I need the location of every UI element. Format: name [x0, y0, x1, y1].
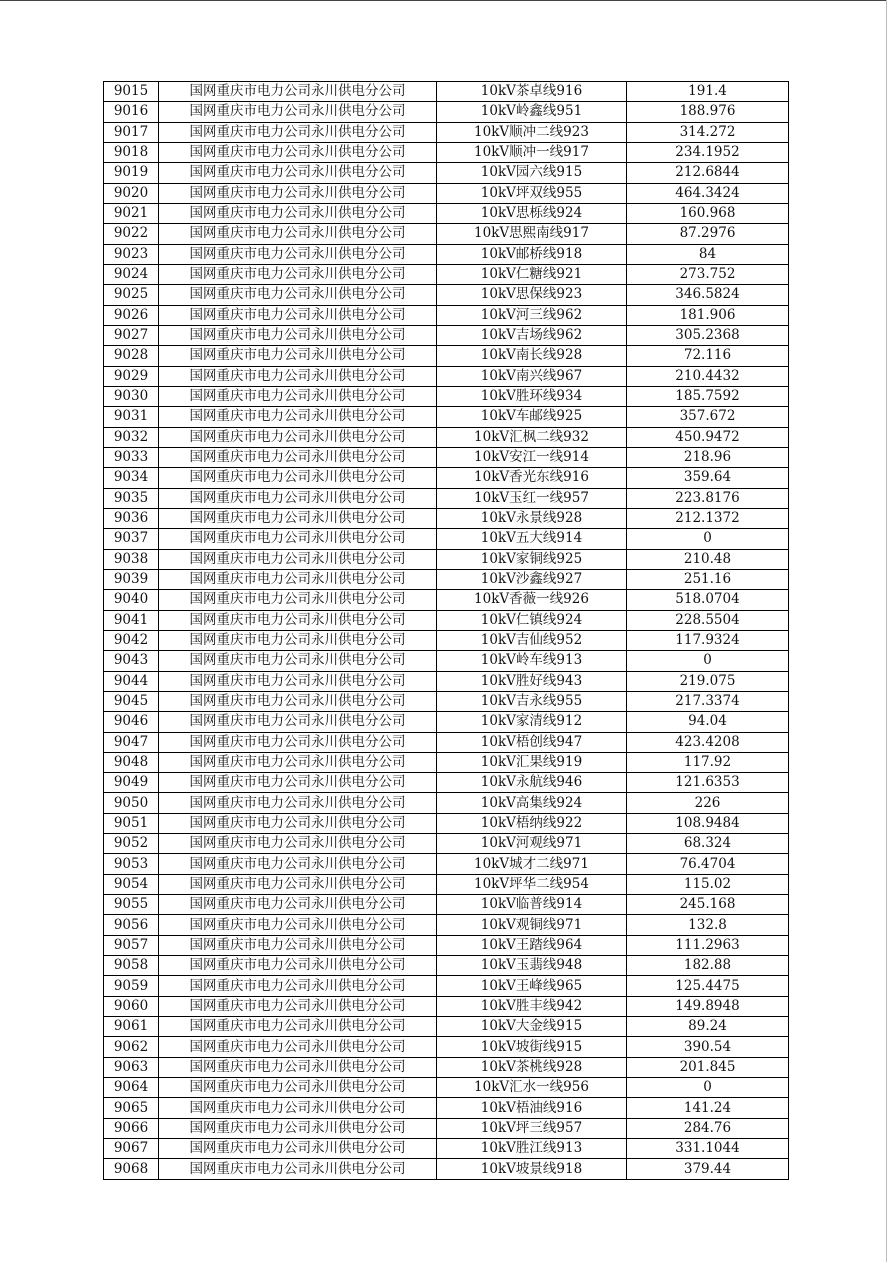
value-cell: 245.168 — [627, 895, 789, 915]
value-cell: 210.48 — [627, 549, 789, 569]
line-name-cell: 10kV胜江线913 — [437, 1139, 627, 1159]
company-cell: 国网重庆市电力公司永川供电分公司 — [159, 590, 437, 610]
line-name-cell: 10kV高集线924 — [437, 793, 627, 813]
table-row — [104, 590, 789, 610]
row-id-cell: 9031 — [104, 407, 159, 427]
table-row — [104, 691, 789, 711]
value-cell: 423.4208 — [627, 732, 789, 752]
row-id-cell: 9028 — [104, 346, 159, 366]
line-name-cell: 10kV城才二线971 — [437, 854, 627, 874]
company-cell: 国网重庆市电力公司永川供电分公司 — [159, 102, 437, 122]
value-cell: 0 — [627, 651, 789, 671]
row-id-cell: 9039 — [104, 569, 159, 589]
value-cell: 359.64 — [627, 468, 789, 488]
page-edge-right — [886, 0, 887, 1262]
table-row — [104, 447, 789, 467]
row-id-cell: 9050 — [104, 793, 159, 813]
value-cell: 450.9472 — [627, 427, 789, 447]
value-cell: 226 — [627, 793, 789, 813]
row-id-cell: 9021 — [104, 203, 159, 223]
company-cell: 国网重庆市电力公司永川供电分公司 — [159, 1037, 437, 1057]
row-id-cell: 9033 — [104, 447, 159, 467]
value-cell: 117.92 — [627, 752, 789, 772]
line-name-cell: 10kV河观线971 — [437, 834, 627, 854]
row-id-cell: 9036 — [104, 508, 159, 528]
value-cell: 219.075 — [627, 671, 789, 691]
company-cell: 国网重庆市电力公司永川供电分公司 — [159, 407, 437, 427]
company-cell: 国网重庆市电力公司永川供电分公司 — [159, 691, 437, 711]
table-row — [104, 976, 789, 996]
company-cell: 国网重庆市电力公司永川供电分公司 — [159, 874, 437, 894]
company-cell: 国网重庆市电力公司永川供电分公司 — [159, 366, 437, 386]
line-name-cell: 10kV茶桃线928 — [437, 1057, 627, 1077]
value-cell: 273.752 — [627, 264, 789, 284]
row-id-cell: 9022 — [104, 224, 159, 244]
table-row — [104, 793, 789, 813]
company-cell: 国网重庆市电力公司永川供电分公司 — [159, 203, 437, 223]
company-cell: 国网重庆市电力公司永川供电分公司 — [159, 671, 437, 691]
value-cell: 223.8176 — [627, 488, 789, 508]
row-id-cell: 9063 — [104, 1057, 159, 1077]
line-name-cell: 10kV吉仙线952 — [437, 630, 627, 650]
table-row — [104, 305, 789, 325]
company-cell: 国网重庆市电力公司永川供电分公司 — [159, 1078, 437, 1098]
table-row — [104, 895, 789, 915]
row-id-cell: 9029 — [104, 366, 159, 386]
table-row — [104, 82, 789, 102]
table-row — [104, 1078, 789, 1098]
table-row — [104, 752, 789, 772]
company-cell: 国网重庆市电力公司永川供电分公司 — [159, 773, 437, 793]
line-name-cell: 10kV坡景线918 — [437, 1159, 627, 1179]
company-cell: 国网重庆市电力公司永川供电分公司 — [159, 82, 437, 102]
row-id-cell: 9026 — [104, 305, 159, 325]
line-name-cell: 10kV梧纳线922 — [437, 813, 627, 833]
line-name-cell: 10kV汇枫二线932 — [437, 427, 627, 447]
company-cell: 国网重庆市电力公司永川供电分公司 — [159, 163, 437, 183]
row-id-cell: 9062 — [104, 1037, 159, 1057]
value-cell: 84 — [627, 244, 789, 264]
value-cell: 331.1044 — [627, 1139, 789, 1159]
value-cell: 284.76 — [627, 1118, 789, 1138]
value-cell: 234.1952 — [627, 142, 789, 162]
table-row — [104, 203, 789, 223]
table-row — [104, 366, 789, 386]
line-name-cell: 10kV梧创线947 — [437, 732, 627, 752]
company-cell: 国网重庆市电力公司永川供电分公司 — [159, 1057, 437, 1077]
table-row — [104, 956, 789, 976]
value-cell: 89.24 — [627, 1017, 789, 1037]
company-cell: 国网重庆市电力公司永川供电分公司 — [159, 508, 437, 528]
row-id-cell: 9019 — [104, 163, 159, 183]
table-row — [104, 1118, 789, 1138]
table-row — [104, 346, 789, 366]
value-cell: 228.5504 — [627, 610, 789, 630]
company-cell: 国网重庆市电力公司永川供电分公司 — [159, 915, 437, 935]
table-row — [104, 224, 789, 244]
table-row — [104, 854, 789, 874]
value-cell: 160.968 — [627, 203, 789, 223]
company-cell: 国网重庆市电力公司永川供电分公司 — [159, 813, 437, 833]
table-row — [104, 874, 789, 894]
value-cell: 149.8948 — [627, 996, 789, 1016]
table-row — [104, 1098, 789, 1118]
table-row — [104, 712, 789, 732]
row-id-cell: 9027 — [104, 325, 159, 345]
company-cell: 国网重庆市电力公司永川供电分公司 — [159, 651, 437, 671]
line-name-cell: 10kV胜环线934 — [437, 386, 627, 406]
value-cell: 201.845 — [627, 1057, 789, 1077]
value-cell: 357.672 — [627, 407, 789, 427]
row-id-cell: 9051 — [104, 813, 159, 833]
line-name-cell: 10kV茶卓线916 — [437, 82, 627, 102]
company-cell: 国网重庆市电力公司永川供电分公司 — [159, 996, 437, 1016]
row-id-cell: 9041 — [104, 610, 159, 630]
table-row — [104, 102, 789, 122]
company-cell: 国网重庆市电力公司永川供电分公司 — [159, 183, 437, 203]
line-name-cell: 10kV岭车线913 — [437, 651, 627, 671]
line-name-cell: 10kV玉翡线948 — [437, 956, 627, 976]
company-cell: 国网重庆市电力公司永川供电分公司 — [159, 1118, 437, 1138]
line-name-cell: 10kV胜丰线942 — [437, 996, 627, 1016]
line-name-cell: 10kV思保线923 — [437, 285, 627, 305]
company-cell: 国网重庆市电力公司永川供电分公司 — [159, 244, 437, 264]
table-row — [104, 488, 789, 508]
line-name-cell: 10kV胜好线943 — [437, 671, 627, 691]
line-name-cell: 10kV园六线915 — [437, 163, 627, 183]
row-id-cell: 9030 — [104, 386, 159, 406]
line-name-cell: 10kV梧油线916 — [437, 1098, 627, 1118]
table-row — [104, 630, 789, 650]
row-id-cell: 9042 — [104, 630, 159, 650]
table-row — [104, 549, 789, 569]
company-cell: 国网重庆市电力公司永川供电分公司 — [159, 976, 437, 996]
value-cell: 518.0704 — [627, 590, 789, 610]
row-id-cell: 9018 — [104, 142, 159, 162]
line-name-cell: 10kV仁糖线921 — [437, 264, 627, 284]
value-cell: 117.9324 — [627, 630, 789, 650]
company-cell: 国网重庆市电力公司永川供电分公司 — [159, 427, 437, 447]
value-cell: 141.24 — [627, 1098, 789, 1118]
value-cell: 132.8 — [627, 915, 789, 935]
row-id-cell: 9017 — [104, 122, 159, 142]
value-cell: 0 — [627, 529, 789, 549]
value-cell: 111.2963 — [627, 935, 789, 955]
company-cell: 国网重庆市电力公司永川供电分公司 — [159, 854, 437, 874]
value-cell: 212.6844 — [627, 163, 789, 183]
table-row — [104, 610, 789, 630]
value-cell: 251.16 — [627, 569, 789, 589]
row-id-cell: 9040 — [104, 590, 159, 610]
value-cell: 182.88 — [627, 956, 789, 976]
table-body — [104, 82, 789, 1180]
row-id-cell: 9043 — [104, 651, 159, 671]
value-cell: 464.3424 — [627, 183, 789, 203]
row-id-cell: 9035 — [104, 488, 159, 508]
line-name-cell: 10kV香薇一线926 — [437, 590, 627, 610]
line-name-cell: 10kV王踏线964 — [437, 935, 627, 955]
table-row — [104, 386, 789, 406]
line-name-cell: 10kV汇果线919 — [437, 752, 627, 772]
company-cell: 国网重庆市电力公司永川供电分公司 — [159, 569, 437, 589]
value-cell: 87.2976 — [627, 224, 789, 244]
table-row — [104, 773, 789, 793]
company-cell: 国网重庆市电力公司永川供电分公司 — [159, 224, 437, 244]
row-id-cell: 9020 — [104, 183, 159, 203]
value-cell: 0 — [627, 1078, 789, 1098]
company-cell: 国网重庆市电力公司永川供电分公司 — [159, 142, 437, 162]
row-id-cell: 9016 — [104, 102, 159, 122]
row-id-cell: 9045 — [104, 691, 159, 711]
company-cell: 国网重庆市电力公司永川供电分公司 — [159, 325, 437, 345]
company-cell: 国网重庆市电力公司永川供电分公司 — [159, 895, 437, 915]
value-cell: 121.6353 — [627, 773, 789, 793]
company-cell: 国网重庆市电力公司永川供电分公司 — [159, 610, 437, 630]
value-cell: 185.7592 — [627, 386, 789, 406]
line-name-cell: 10kV车邮线925 — [437, 407, 627, 427]
table-row — [104, 569, 789, 589]
line-name-cell: 10kV永景线928 — [437, 508, 627, 528]
value-cell: 218.96 — [627, 447, 789, 467]
page-edge-top — [0, 0, 886, 1]
row-id-cell: 9059 — [104, 976, 159, 996]
line-name-cell: 10kV吉场线962 — [437, 325, 627, 345]
row-id-cell: 9046 — [104, 712, 159, 732]
line-name-cell: 10kV吉永线955 — [437, 691, 627, 711]
company-cell: 国网重庆市电力公司永川供电分公司 — [159, 732, 437, 752]
company-cell: 国网重庆市电力公司永川供电分公司 — [159, 447, 437, 467]
line-name-cell: 10kV沙鑫线927 — [437, 569, 627, 589]
line-name-cell: 10kV永航线946 — [437, 773, 627, 793]
line-name-cell: 10kV坪双线955 — [437, 183, 627, 203]
line-name-cell: 10kV岭鑫线951 — [437, 102, 627, 122]
company-cell: 国网重庆市电力公司永川供电分公司 — [159, 752, 437, 772]
row-id-cell: 9024 — [104, 264, 159, 284]
row-id-cell: 9023 — [104, 244, 159, 264]
feeder-line-table — [103, 81, 789, 1180]
value-cell: 210.4432 — [627, 366, 789, 386]
table-row — [104, 122, 789, 142]
table-row — [104, 285, 789, 305]
value-cell: 346.5824 — [627, 285, 789, 305]
value-cell: 68.324 — [627, 834, 789, 854]
company-cell: 国网重庆市电力公司永川供电分公司 — [159, 264, 437, 284]
table-row — [104, 1037, 789, 1057]
company-cell: 国网重庆市电力公司永川供电分公司 — [159, 630, 437, 650]
company-cell: 国网重庆市电力公司永川供电分公司 — [159, 793, 437, 813]
company-cell: 国网重庆市电力公司永川供电分公司 — [159, 346, 437, 366]
value-cell: 94.04 — [627, 712, 789, 732]
company-cell: 国网重庆市电力公司永川供电分公司 — [159, 1098, 437, 1118]
row-id-cell: 9057 — [104, 935, 159, 955]
line-name-cell: 10kV顺冲二线923 — [437, 122, 627, 142]
line-name-cell: 10kV坪三线957 — [437, 1118, 627, 1138]
value-cell: 115.02 — [627, 874, 789, 894]
row-id-cell: 9060 — [104, 996, 159, 1016]
row-id-cell: 9049 — [104, 773, 159, 793]
line-name-cell: 10kV南长线928 — [437, 346, 627, 366]
table-row — [104, 813, 789, 833]
line-name-cell: 10kV邮桥线918 — [437, 244, 627, 264]
line-name-cell: 10kV玉红一线957 — [437, 488, 627, 508]
line-name-cell: 10kV家铜线925 — [437, 549, 627, 569]
value-cell: 314.272 — [627, 122, 789, 142]
line-name-cell: 10kV汇水一线956 — [437, 1078, 627, 1098]
row-id-cell: 9055 — [104, 895, 159, 915]
value-cell: 188.976 — [627, 102, 789, 122]
value-cell: 108.9484 — [627, 813, 789, 833]
line-name-cell: 10kV南兴线967 — [437, 366, 627, 386]
table-row — [104, 407, 789, 427]
line-name-cell: 10kV思栎线924 — [437, 203, 627, 223]
table-row — [104, 508, 789, 528]
company-cell: 国网重庆市电力公司永川供电分公司 — [159, 305, 437, 325]
company-cell: 国网重庆市电力公司永川供电分公司 — [159, 1159, 437, 1179]
row-id-cell: 9038 — [104, 549, 159, 569]
line-name-cell: 10kV河三线962 — [437, 305, 627, 325]
row-id-cell: 9054 — [104, 874, 159, 894]
value-cell: 305.2368 — [627, 325, 789, 345]
row-id-cell: 9061 — [104, 1017, 159, 1037]
table-row — [104, 671, 789, 691]
row-id-cell: 9056 — [104, 915, 159, 935]
row-id-cell: 9053 — [104, 854, 159, 874]
company-cell: 国网重庆市电力公司永川供电分公司 — [159, 549, 437, 569]
line-name-cell: 10kV观铜线971 — [437, 915, 627, 935]
table-row — [104, 1057, 789, 1077]
row-id-cell: 9064 — [104, 1078, 159, 1098]
table-row — [104, 1139, 789, 1159]
row-id-cell: 9047 — [104, 732, 159, 752]
table-row — [104, 468, 789, 488]
line-name-cell: 10kV王峰线965 — [437, 976, 627, 996]
table-row — [104, 732, 789, 752]
value-cell: 379.44 — [627, 1159, 789, 1179]
table-row — [104, 834, 789, 854]
line-name-cell: 10kV大金线915 — [437, 1017, 627, 1037]
table-row — [104, 183, 789, 203]
line-name-cell: 10kV思熙南线917 — [437, 224, 627, 244]
table-row — [104, 142, 789, 162]
row-id-cell: 9034 — [104, 468, 159, 488]
row-id-cell: 9037 — [104, 529, 159, 549]
table-row — [104, 651, 789, 671]
table-row — [104, 427, 789, 447]
company-cell: 国网重庆市电力公司永川供电分公司 — [159, 712, 437, 732]
value-cell: 72.116 — [627, 346, 789, 366]
table-row — [104, 915, 789, 935]
company-cell: 国网重庆市电力公司永川供电分公司 — [159, 834, 437, 854]
line-name-cell: 10kV香光东线916 — [437, 468, 627, 488]
company-cell: 国网重庆市电力公司永川供电分公司 — [159, 468, 437, 488]
company-cell: 国网重庆市电力公司永川供电分公司 — [159, 122, 437, 142]
line-name-cell: 10kV坪华二线954 — [437, 874, 627, 894]
company-cell: 国网重庆市电力公司永川供电分公司 — [159, 488, 437, 508]
table-row — [104, 1017, 789, 1037]
company-cell: 国网重庆市电力公司永川供电分公司 — [159, 956, 437, 976]
line-name-cell: 10kV家清线912 — [437, 712, 627, 732]
company-cell: 国网重庆市电力公司永川供电分公司 — [159, 285, 437, 305]
row-id-cell: 9058 — [104, 956, 159, 976]
row-id-cell: 9048 — [104, 752, 159, 772]
value-cell: 191.4 — [627, 82, 789, 102]
line-name-cell: 10kV顺冲一线917 — [437, 142, 627, 162]
company-cell: 国网重庆市电力公司永川供电分公司 — [159, 1017, 437, 1037]
row-id-cell: 9052 — [104, 834, 159, 854]
line-name-cell: 10kV五大线914 — [437, 529, 627, 549]
line-name-cell: 10kV坡街线915 — [437, 1037, 627, 1057]
company-cell: 国网重庆市电力公司永川供电分公司 — [159, 386, 437, 406]
value-cell: 181.906 — [627, 305, 789, 325]
table-row — [104, 244, 789, 264]
line-name-cell: 10kV仁镇线924 — [437, 610, 627, 630]
row-id-cell: 9025 — [104, 285, 159, 305]
table-row — [104, 935, 789, 955]
table-row — [104, 325, 789, 345]
company-cell: 国网重庆市电力公司永川供电分公司 — [159, 935, 437, 955]
row-id-cell: 9044 — [104, 671, 159, 691]
row-id-cell: 9015 — [104, 82, 159, 102]
table-row — [104, 264, 789, 284]
value-cell: 390.54 — [627, 1037, 789, 1057]
company-cell: 国网重庆市电力公司永川供电分公司 — [159, 529, 437, 549]
value-cell: 76.4704 — [627, 854, 789, 874]
table-row — [104, 529, 789, 549]
value-cell: 217.3374 — [627, 691, 789, 711]
row-id-cell: 9066 — [104, 1118, 159, 1138]
row-id-cell: 9068 — [104, 1159, 159, 1179]
row-id-cell: 9032 — [104, 427, 159, 447]
value-cell: 212.1372 — [627, 508, 789, 528]
line-name-cell: 10kV安江一线914 — [437, 447, 627, 467]
table-row — [104, 163, 789, 183]
row-id-cell: 9065 — [104, 1098, 159, 1118]
table-row — [104, 996, 789, 1016]
line-name-cell: 10kV临普线914 — [437, 895, 627, 915]
value-cell: 125.4475 — [627, 976, 789, 996]
row-id-cell: 9067 — [104, 1139, 159, 1159]
table-row — [104, 1159, 789, 1179]
company-cell: 国网重庆市电力公司永川供电分公司 — [159, 1139, 437, 1159]
